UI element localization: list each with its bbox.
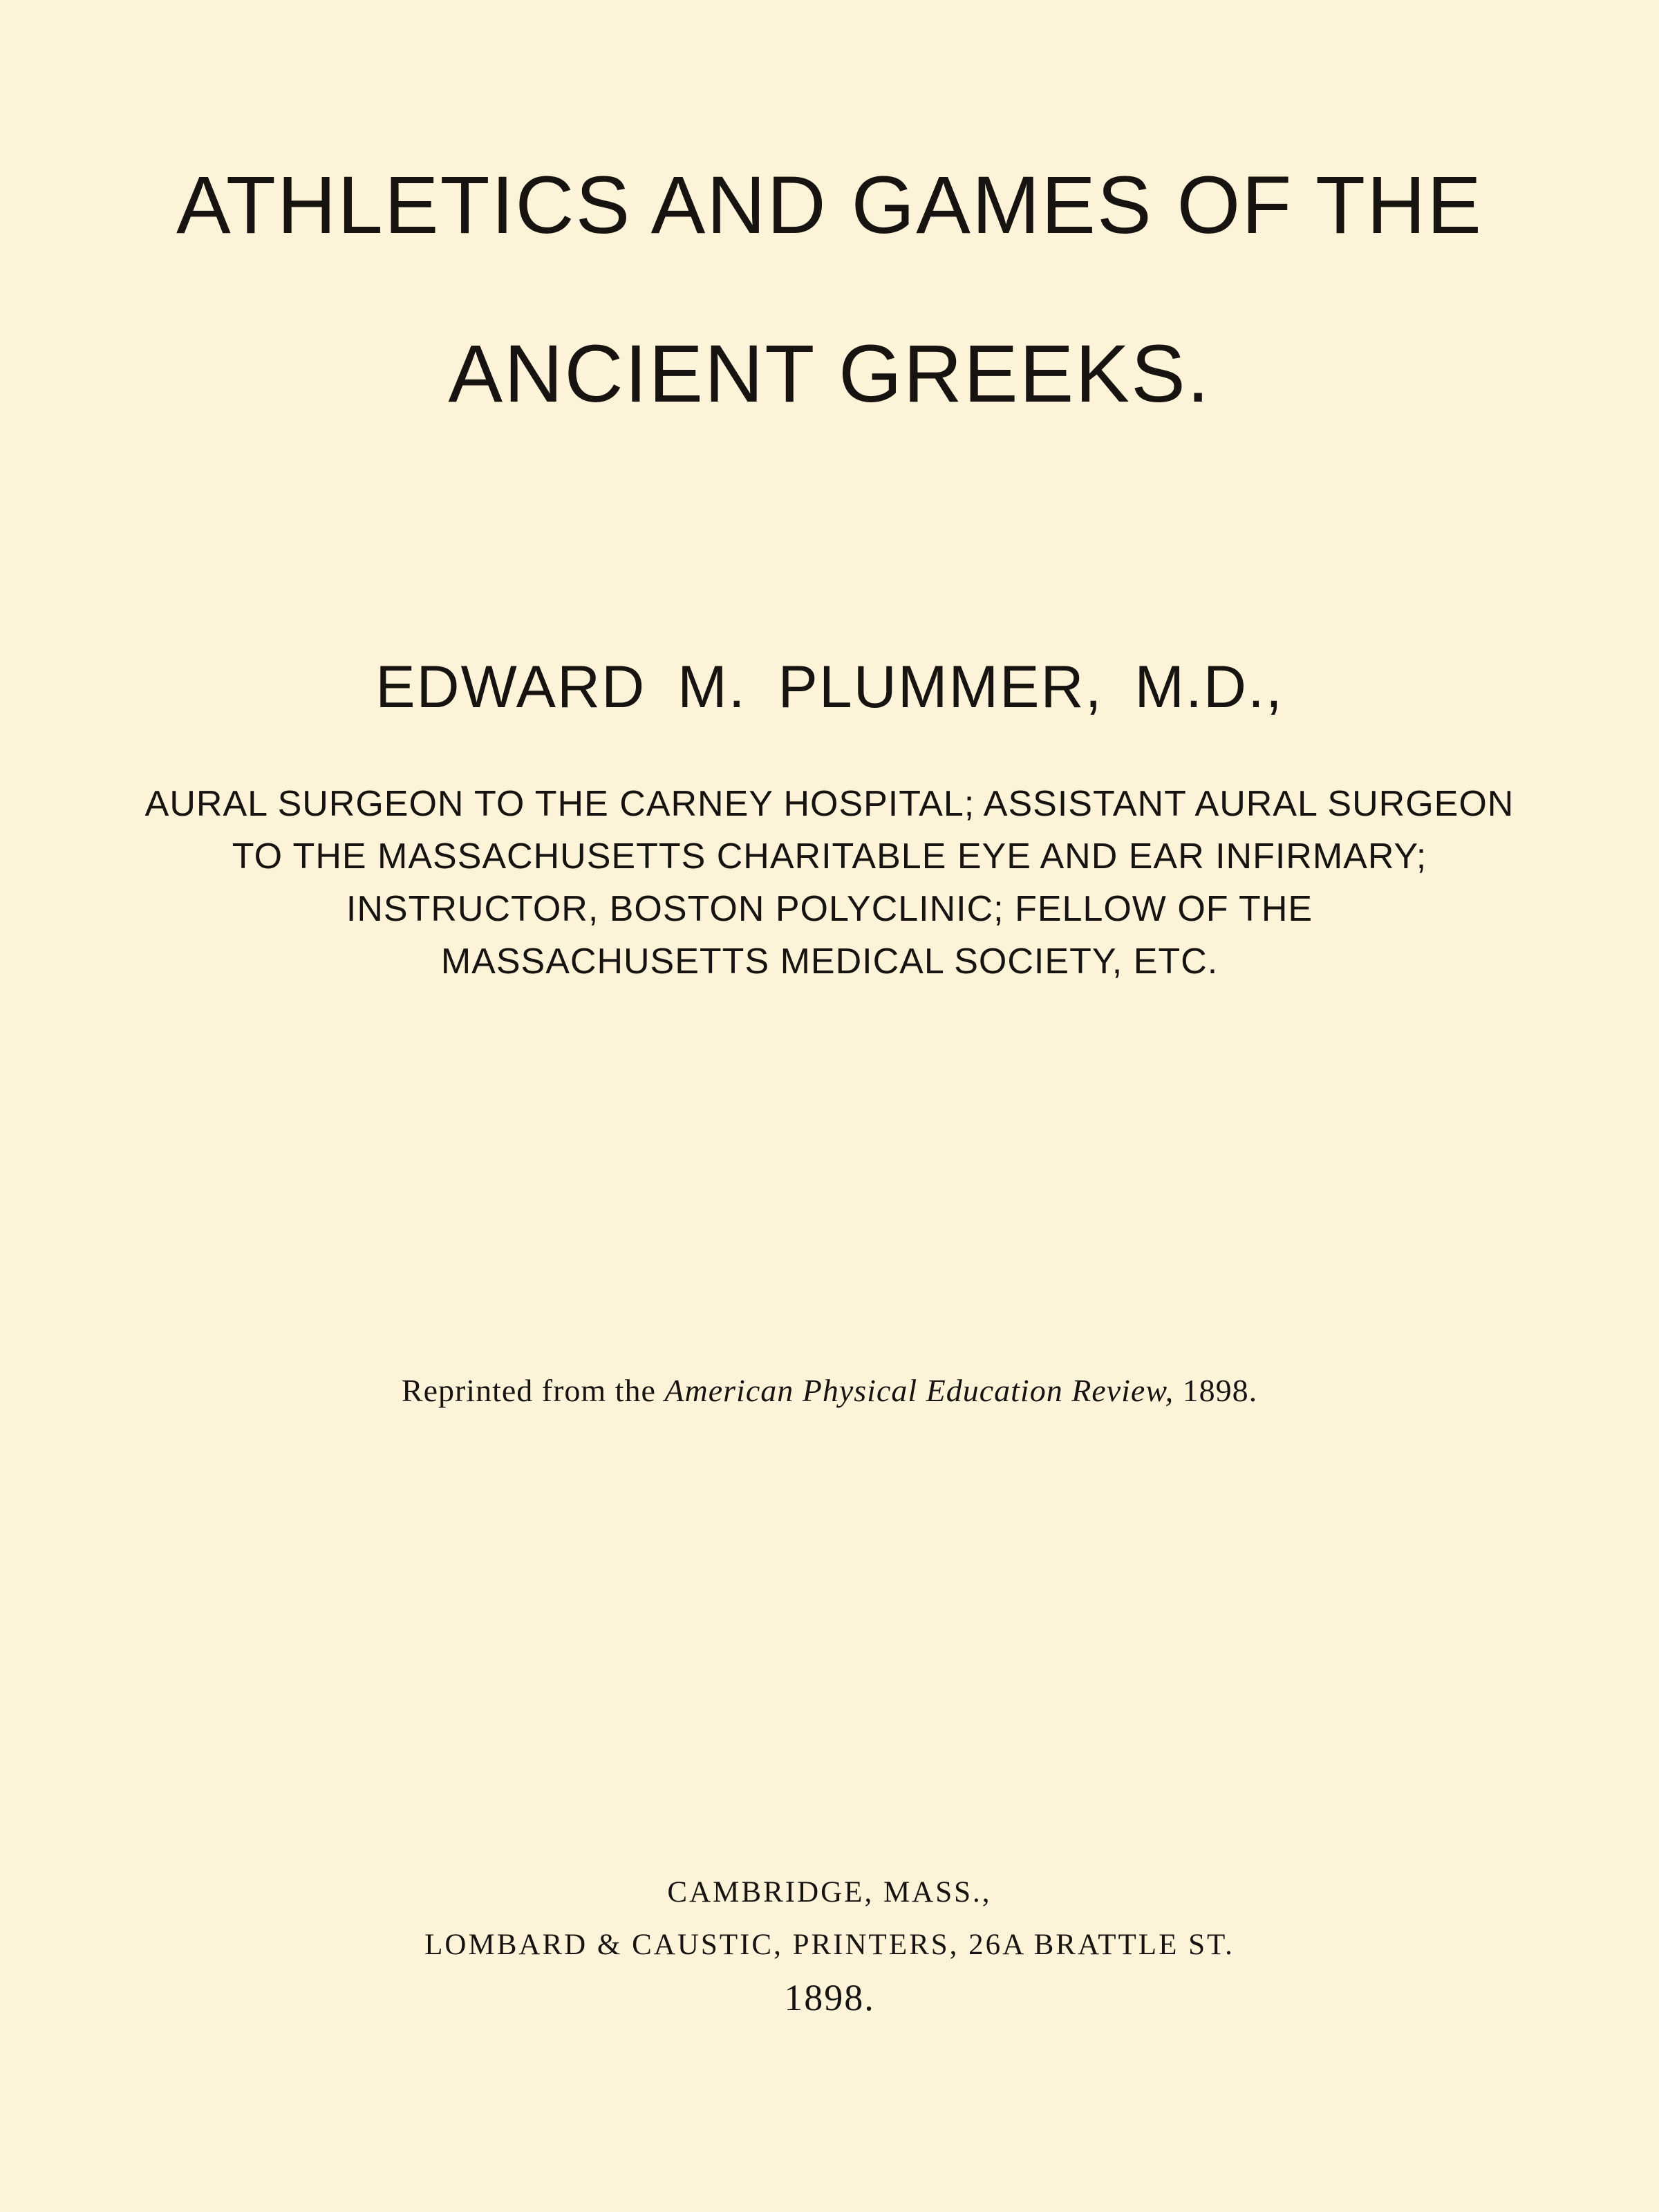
- author-name: EDWARD M. PLUMMER, M.D.,: [375, 654, 1284, 720]
- book-title-line-1: ATHLETICS AND GAMES OF THE: [176, 160, 1483, 251]
- credentials-line-4: MASSACHUSETTS MEDICAL SOCIETY, ETC.: [440, 941, 1219, 982]
- credentials-line-1: AURAL SURGEON TO THE CARNEY HOSPITAL; ASSISTANT AURAL SURGEON: [144, 784, 1515, 824]
- publisher-imprint: [0, 1866, 1659, 2024]
- journal-name: American Physical Education Review,: [664, 1373, 1174, 1408]
- reprint-prefix: Reprinted from the: [401, 1373, 665, 1408]
- imprint-year: 1898.: [784, 1977, 875, 2018]
- book-title: [0, 121, 1659, 458]
- book-title-line-2: ANCIENT GREEKS.: [448, 328, 1211, 420]
- credentials-line-3: INSTRUCTOR, BOSTON POLYCLINIC; FELLOW OF THE: [346, 889, 1313, 929]
- imprint-printer: LOMBARD & CAUSTIC, PRINTERS, 26A BRATTLE ST.: [424, 1929, 1235, 1961]
- credentials-line-2: TO THE MASSACHUSETTS CHARITABLE EYE AND EAR INFIRMARY;: [232, 836, 1427, 877]
- author-credentials: [0, 778, 1659, 988]
- reprint-year: 1898.: [1174, 1373, 1258, 1408]
- imprint-place: CAMBRIDGE, MASS.,: [667, 1876, 992, 1909]
- reprint-note: [0, 1372, 1659, 1409]
